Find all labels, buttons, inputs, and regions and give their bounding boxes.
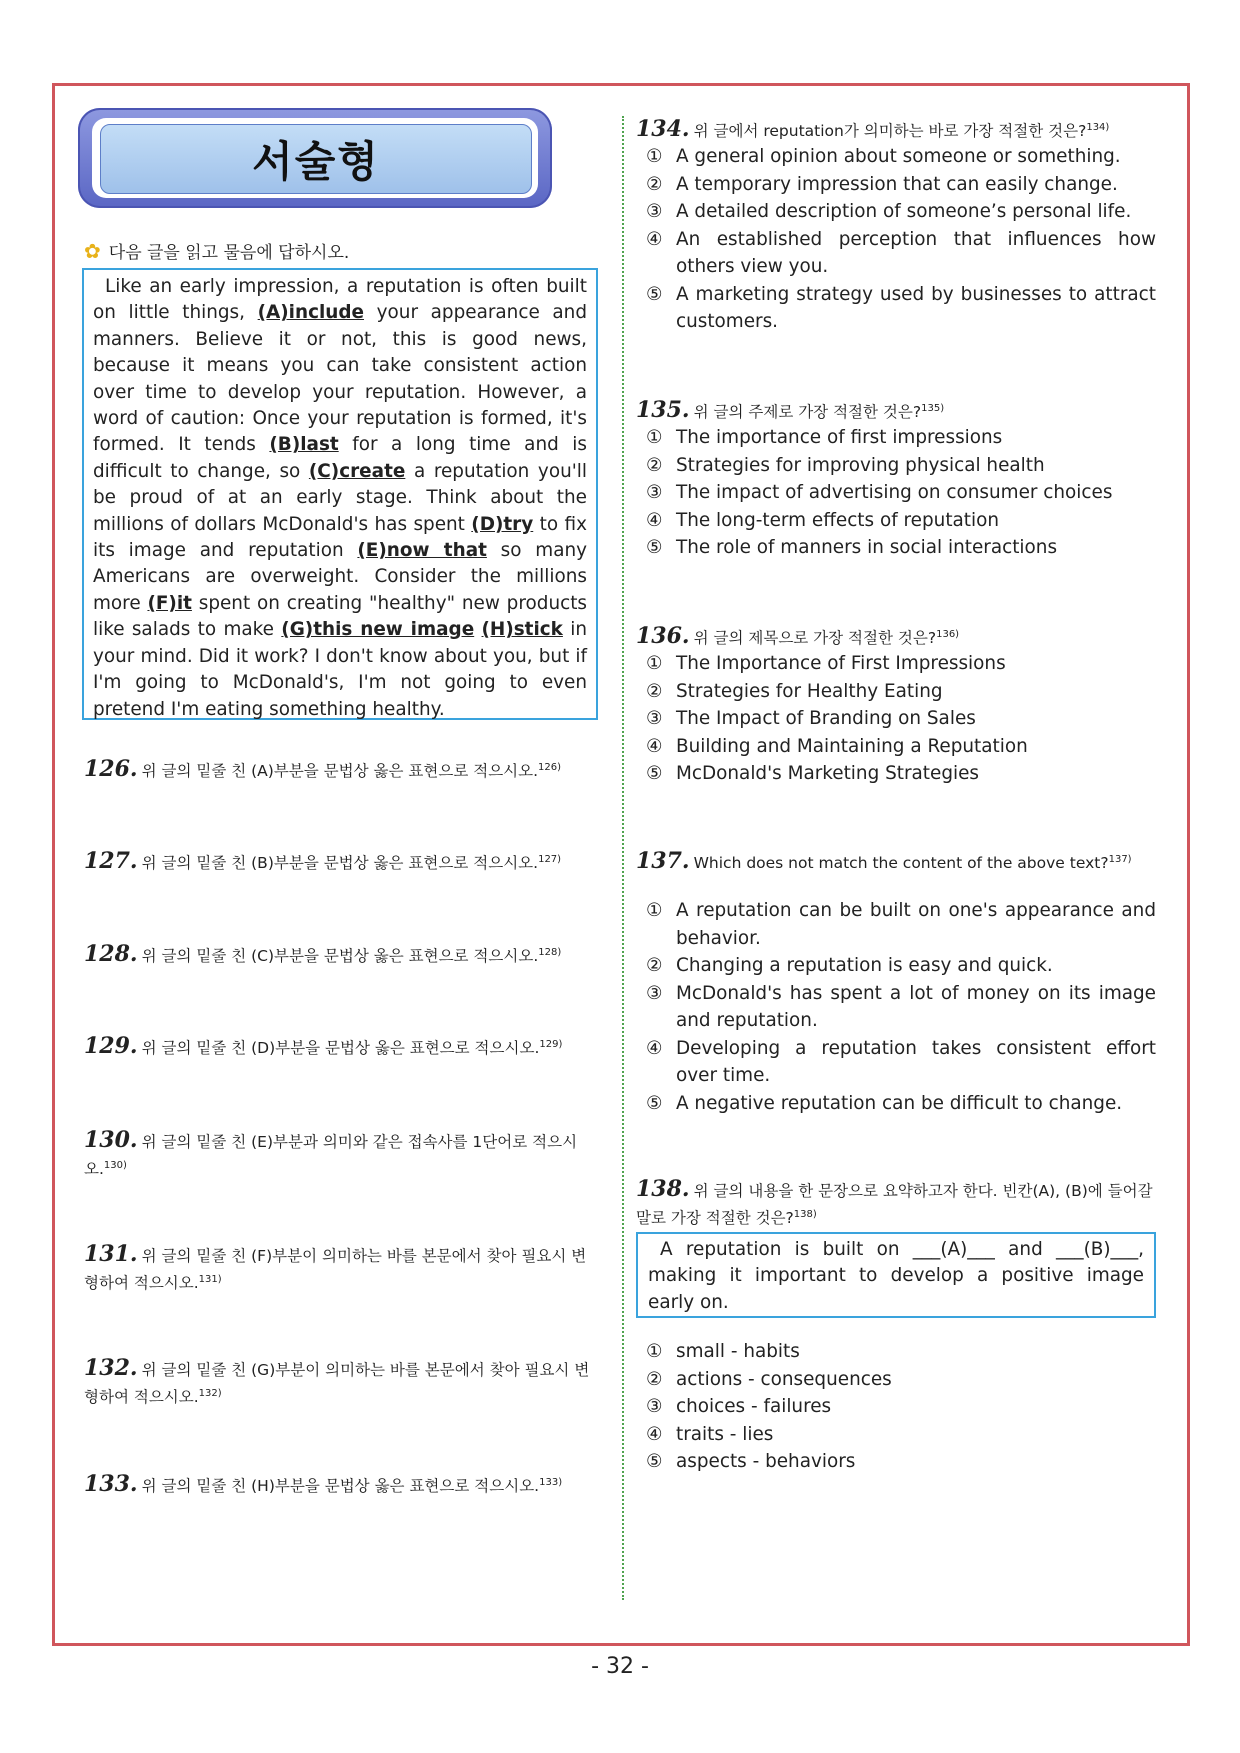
option-item[interactable]: ① A reputation can be built on one's appearance and behavior. (646, 900, 1156, 949)
footnote-ref: 133) (539, 1477, 563, 1488)
question-133 (84, 1471, 598, 1498)
question-131 (84, 1243, 598, 1295)
option-item[interactable]: ① The Importance of First Impressions (646, 653, 1006, 674)
question-text: 위 글의 제목으로 가장 적절한 것은? (693, 629, 937, 648)
question-number: 127. (84, 848, 138, 875)
instruction-text: 다음 글을 읽고 물음에 답하시오. (108, 243, 350, 263)
question-number: 136. (636, 623, 690, 650)
passage-segment: in your mind. Did it work? I don't know about you, but if I'm going to McDonald's, I'm not going to even pretend I'm eating something healthy. (93, 619, 587, 720)
question-text: 위 글에서 reputation가 의미하는 바로 가장 적절한 것은? (693, 122, 1087, 141)
option-item[interactable]: ④ Building and Maintaining a Reputation (646, 735, 1028, 757)
passage-segment: your appearance and manners. Believe it or not, this is good news, because it means you can take consistent action over time to develop your reputation. However, a word of caution: Once your reputation is formed, it's formed. It tends (93, 302, 588, 456)
passage-text (93, 276, 587, 720)
question-text: 위 글의 밑줄 친 (E)부분과 의미와 같은 접속사를 1단어로 적으시오. (84, 1133, 578, 1179)
question-number: 133. (84, 1471, 138, 1498)
option-item[interactable]: ② Strategies for improving physical health (646, 454, 1045, 476)
option-item[interactable]: ⑤ McDonald's Marketing Strategies (646, 763, 980, 784)
question-text: 위 글의 내용을 한 문장으로 요약하고자 한다. 빈칸(A), (B)에 들어갈 말로 가장 적절한 것은? (636, 1182, 1153, 1228)
footnote-ref: 134) (1086, 122, 1110, 133)
summary-text: A reputation is built on ___(A)___ and ___(B)___, making it important to develop a positive image early on. (648, 1239, 1144, 1313)
option-item[interactable]: ② Changing a reputation is easy and quick. (646, 955, 1053, 976)
footnote-ref: 131) (198, 1274, 222, 1285)
passage-segment: Like an early impression, a reputation is often built on little things, (93, 276, 587, 324)
option-item[interactable]: ④ An established perception that influences how others view you. (646, 228, 1156, 277)
question-132 (84, 1357, 598, 1409)
option-item[interactable]: ② A temporary impression that can easily change. (646, 173, 1118, 195)
question-number: 137. (636, 848, 690, 875)
page-number: - 32 - (591, 1654, 649, 1679)
footnote-ref: 129) (539, 1039, 563, 1050)
option-item[interactable]: ③ A detailed description of someone’s personal life. (646, 201, 1132, 222)
option-item[interactable]: ⑤ aspects - behaviors (646, 1451, 856, 1472)
option-item[interactable]: ⑤ The role of manners in social interactions (646, 537, 1058, 558)
underlined-phrase: (E)now that (357, 540, 487, 562)
options-137 (646, 897, 1156, 1117)
question-135 (636, 397, 1156, 424)
option-item[interactable]: ⑤ A marketing strategy used by businesses to attract customers. (646, 283, 1156, 332)
option-item[interactable]: ③ The impact of advertising on consumer choices (646, 482, 1113, 503)
question-number: 138. (636, 1176, 690, 1202)
question-130 (84, 1129, 598, 1181)
question-text: Which does not match the content of the above text? (693, 854, 1109, 873)
question-number: 126. (84, 756, 138, 783)
footnote-ref: 127) (538, 854, 562, 865)
option-item[interactable]: ① The importance of first impressions (646, 427, 1003, 448)
instruction (84, 238, 349, 263)
question-134 (636, 116, 1156, 143)
summary-box (636, 1232, 1156, 1318)
question-136 (636, 623, 1156, 650)
question-number: 135. (636, 397, 690, 424)
underlined-phrase: (C)create (308, 460, 406, 482)
passage-segment: so many Americans are overweight. Consider the millions more (93, 540, 588, 614)
option-item[interactable]: ④ Developing a reputation takes consistent effort over time. (646, 1037, 1156, 1086)
underlined-phrase: (B)last (269, 434, 339, 456)
option-item[interactable]: ② Strategies for Healthy Eating (646, 680, 943, 702)
options-134 (646, 143, 1156, 336)
option-item[interactable]: ① A general opinion about someone or something. (646, 146, 1121, 167)
question-text: 위 글의 밑줄 친 (C)부분을 문법상 옳은 표현으로 적으시오. (141, 947, 539, 966)
options-135 (646, 424, 1156, 562)
footnote-ref: 138) (793, 1209, 817, 1220)
option-item[interactable]: ① small - habits (646, 1341, 800, 1362)
question-number: 130. (84, 1127, 138, 1153)
options-136 (646, 650, 1156, 788)
question-text: 위 글의 밑줄 친 (F)부분이 의미하는 바를 본문에서 찾아 필요시 변형하여 적으시오. (84, 1247, 587, 1293)
option-item[interactable]: ③ The Impact of Branding on Sales (646, 708, 976, 729)
footnote-ref: 126) (538, 762, 562, 773)
passage-box (82, 268, 598, 720)
question-text: 위 글의 밑줄 친 (D)부분을 문법상 옳은 표현으로 적으시오. (141, 1039, 540, 1058)
passage-segment (474, 619, 481, 640)
passage-segment: a reputation you'll be proud of at an early stage. Think about the millions of dollars McDonald's has spent (93, 460, 588, 535)
underlined-phrase: (F)it (147, 592, 192, 614)
option-item[interactable]: ⑤ A negative reputation can be difficult to change. (646, 1092, 1123, 1114)
options-138 (646, 1338, 1156, 1476)
question-129 (84, 1033, 598, 1060)
footnote-ref: 132) (198, 1388, 222, 1399)
question-text: 위 글의 밑줄 친 (B)부분을 문법상 옳은 표현으로 적으시오. (141, 854, 539, 873)
passage-segment: to fix its image and reputation (93, 513, 587, 562)
underlined-phrase: (A)include (257, 302, 365, 324)
footnote-ref: 137) (1108, 854, 1132, 865)
footnote-ref: 128) (538, 947, 562, 958)
column-divider (622, 116, 624, 1600)
passage-segment: for a long time and is difficult to change, so (93, 434, 587, 482)
passage-segment: spent on creating "healthy" new products like salads to make (93, 592, 587, 641)
underlined-phrase: (G)this new image (281, 619, 475, 641)
question-number: 132. (84, 1355, 138, 1381)
question-127 (84, 848, 598, 875)
question-137 (636, 848, 1156, 875)
question-text: 위 글의 주제로 가장 적절한 것은? (693, 403, 922, 422)
question-text: 위 글의 밑줄 친 (G)부분이 의미하는 바를 본문에서 찾아 필요시 변형하여 적으시오. (84, 1361, 590, 1407)
question-138 (636, 1178, 1156, 1230)
question-number: 129. (84, 1033, 138, 1060)
title-banner (100, 124, 532, 194)
underlined-phrase: (D)try (471, 513, 534, 535)
option-item[interactable]: ④ The long-term effects of reputation (646, 509, 1000, 531)
question-text: 위 글의 밑줄 친 (A)부분을 문법상 옳은 표현으로 적으시오. (141, 762, 539, 781)
option-item[interactable]: ② actions - consequences (646, 1368, 892, 1390)
question-number: 131. (84, 1241, 138, 1267)
question-126 (84, 756, 598, 783)
footnote-ref: 130) (103, 1160, 127, 1171)
question-number: 128. (84, 941, 138, 968)
question-number: 134. (636, 116, 690, 143)
question-text: 위 글의 밑줄 친 (H)부분을 문법상 옳은 표현으로 적으시오. (141, 1477, 540, 1496)
question-128 (84, 941, 598, 968)
option-item[interactable]: ③ McDonald's has spent a lot of money on its image and reputation. (646, 982, 1156, 1031)
flower-icon: ✿ (84, 239, 101, 263)
footnote-ref: 136) (936, 629, 960, 640)
option-item[interactable]: ④ traits - lies (646, 1423, 774, 1445)
underlined-phrase: (H)stick (481, 619, 563, 641)
section-title: 서술형 (252, 137, 380, 186)
footnote-ref: 135) (921, 403, 945, 414)
option-item[interactable]: ③ choices - failures (646, 1396, 832, 1417)
